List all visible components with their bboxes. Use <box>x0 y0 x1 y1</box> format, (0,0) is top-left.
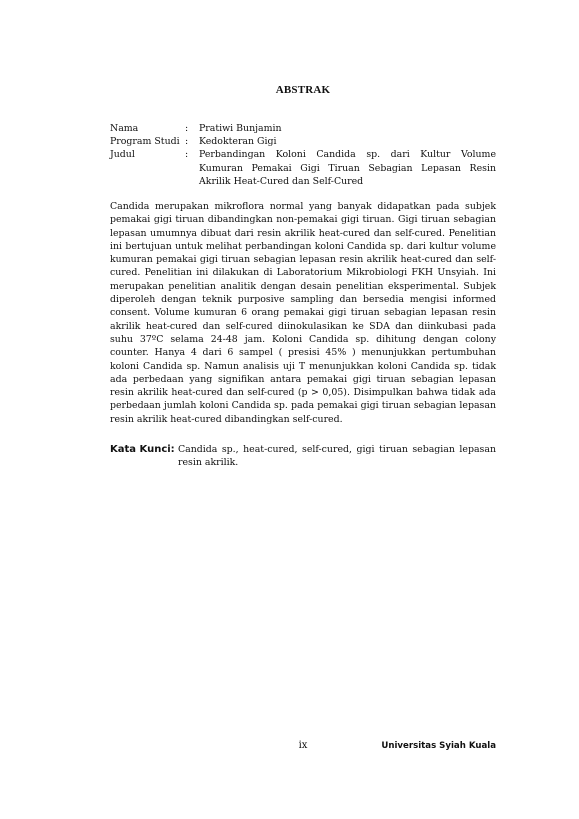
university-footer: Universitas Syiah Kuala <box>381 741 496 751</box>
meta-value: Kedokteran Gigi <box>199 136 277 148</box>
author-info <box>110 122 496 188</box>
document-page <box>110 0 496 819</box>
meta-row-program <box>110 135 496 148</box>
meta-value: Pratiwi Bunjamin <box>199 123 282 134</box>
meta-row-name <box>110 122 496 135</box>
meta-key: Judul <box>110 149 135 161</box>
meta-colon: : <box>185 149 189 161</box>
page-number: ix <box>298 740 308 751</box>
meta-colon: : <box>185 136 189 148</box>
abstract-body: Candida merupakan mikroflora normal yang banyak didapatkan pada subjek pemakai gigi tiruan dibandingkan non-pemakai gigi tiruan. Gigi tiruan sebagian lepasan umumnya dibuat dari resin akrilik heat-cured dan self-cured. Penelitian ini bertujuan untuk melihat perbandingan koloni Candida sp. dari kultur volume kumuran pemakai gigi tiruan sebagian lepasan resin akrilik heat-cured dan self-cured. Penelitian ini dilakukan di Laboratorium Mikrobiologi FKH Unsyiah. Ini merupakan penelitian analitik dengan desain penelitian eksperimental. Subjek diperoleh dengan teknik purposive sampling dan bersedia mengisi informed consent. Volume kumuran 6 orang pemakai gigi tiruan sebagian lepasan resin akrilik heat-cured dan self-cured diinokulasikan ke SDA dan diinkubasi pada suhu 37ºC selama 24-48 jam. Koloni Candida sp. dihitung dengan colony counter. Hanya 4 dari 6 sampel ( presisi 45% ) menunjukkan pertumbuhan koloni Candida sp. Namun analisis uji T menunjukkan koloni Candida sp. tidak ada perbedaan yang signifikan antara pemakai gigi tiruan sebagian lepasan resin akrilik heat-cured dan self-cured (p > 0,05). Disimpulkan bahwa tidak ada perbedaan jumlah koloni Candida sp. pada pemakai gigi tiruan sebagian lepasan resin akrilik heat-cured dibandingkan self-cured. <box>110 201 496 425</box>
meta-value: Perbandingan Koloni Candida sp. dari Kultur Volume Kumuran Pemakai Gigi Tiruan Sebagian Lepasan Resin Akrilik Heat-Cured dan Self-Cured <box>199 149 496 187</box>
keywords-value: Candida sp., heat-cured, self-cured, gigi tiruan sebagian lepasan resin akrilik. <box>178 444 496 469</box>
meta-key: Nama <box>110 123 139 134</box>
keywords <box>110 443 496 469</box>
keywords-label: Kata Kunci: <box>110 444 175 455</box>
meta-row-title <box>110 148 496 188</box>
meta-colon: : <box>185 123 189 134</box>
page-title: ABSTRAK <box>275 84 331 96</box>
meta-key: Program Studi <box>110 136 180 148</box>
